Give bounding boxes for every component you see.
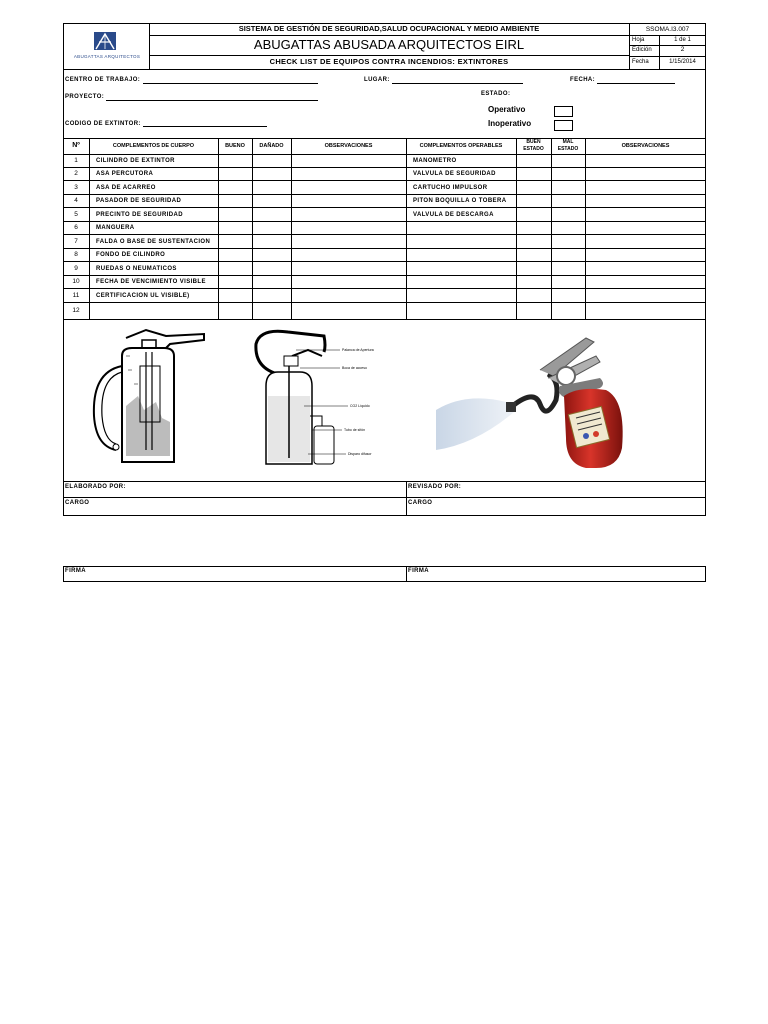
- hoja-label: Hoja: [632, 37, 645, 43]
- row-cuerpo: ASA DE ACARREO: [96, 185, 156, 191]
- row-operable: PITON BOQUILLA O TOBERA: [413, 198, 507, 204]
- row-number: 2: [74, 170, 78, 177]
- inoperativo-checkbox[interactable]: [554, 120, 573, 131]
- revisado-label: REVISADO POR:: [408, 484, 462, 490]
- row-number: 11: [72, 292, 80, 299]
- row-number: 12: [72, 307, 80, 314]
- red-extinguisher-illustration: [436, 328, 646, 472]
- row-operable: VALVULA DE SEGURIDAD: [413, 171, 496, 177]
- header-buen-estado-1: BUEN: [526, 139, 541, 145]
- signoff-box: [63, 481, 706, 516]
- codigo-field[interactable]: [143, 126, 267, 127]
- firma-label: FIRMA: [408, 568, 429, 574]
- extinguisher-cutaway-illustration: [86, 326, 208, 466]
- row-number: 10: [72, 278, 80, 285]
- row-cuerpo: FECHA DE VENCIMIENTO VISIBLE: [96, 279, 206, 285]
- co2-extinguisher-diagram: [248, 326, 398, 468]
- centro-label: CENTRO DE TRABAJO:: [65, 77, 141, 83]
- estado-label: ESTADO:: [481, 91, 511, 97]
- firma-box: [63, 566, 706, 582]
- centro-field[interactable]: [143, 83, 318, 84]
- header-cuerpo: COMPLEMENTOS DE CUERPO: [112, 143, 195, 149]
- diagram-label: Tubo de sifón: [344, 428, 366, 432]
- firma-label: FIRMA: [65, 568, 86, 574]
- lugar-label: LUGAR:: [364, 77, 390, 83]
- diagram-label: Disparo difusor: [348, 452, 372, 456]
- row-cuerpo: ASA PERCUTORA: [96, 171, 154, 177]
- row-number: 3: [74, 184, 78, 191]
- elaborado-label: ELABORADO POR:: [65, 484, 126, 490]
- cargo-label: CARGO: [65, 500, 90, 506]
- header-buen-estado-2: ESTADO: [523, 146, 544, 152]
- header-observaciones-1: OBSERVACIONES: [324, 143, 373, 149]
- header-bueno: BUENO: [225, 143, 245, 149]
- header-operables: COMPLEMENTOS OPERABLES: [419, 143, 503, 149]
- row-operable: MANOMETRO: [413, 158, 457, 164]
- fecha-value: 1/15/2014: [669, 59, 696, 65]
- proyecto-field[interactable]: [106, 100, 318, 101]
- system-title: SISTEMA DE GESTIÓN DE SEGURIDAD,SALUD OCUPACIONAL Y MEDIO AMBIENTE: [238, 24, 540, 33]
- row-number: 6: [74, 224, 78, 231]
- codigo-label: CODIGO DE EXTINTOR:: [65, 121, 141, 127]
- lugar-field[interactable]: [392, 83, 523, 84]
- row-operable: CARTUCHO IMPULSOR: [413, 185, 488, 191]
- diagram-label: Palanca de Apertura: [342, 348, 374, 352]
- fecha-form-label: FECHA:: [570, 77, 596, 83]
- diagram-label: CO2 Líquido: [350, 404, 370, 408]
- operativo-checkbox[interactable]: [554, 106, 573, 117]
- row-cuerpo: MANGUERA: [96, 225, 135, 231]
- row-cuerpo: PRECINTO DE SEGURIDAD: [96, 212, 183, 218]
- header-danado: DAÑADO: [259, 143, 284, 149]
- document-code: SSOMA.I3.007: [645, 26, 690, 33]
- logo-text: ABUGATTAS ARQUITECTOS: [73, 54, 141, 59]
- header-observaciones-2: OBSERVACIONES: [621, 143, 670, 149]
- hoja-value: 1 de 1: [674, 37, 691, 43]
- checklist-title: CHECK LIST DE EQUIPOS CONTRA INCENDIOS: EXTINTORES: [269, 57, 509, 66]
- fecha-field[interactable]: [597, 83, 675, 84]
- row-number: 5: [74, 211, 78, 218]
- row-number: 8: [74, 251, 78, 258]
- header-mal-estado-1: MAL: [562, 139, 574, 145]
- edicion-label: Edición: [632, 47, 652, 53]
- row-number: 1: [74, 157, 78, 164]
- company-logo: [90, 30, 120, 52]
- row-number: 4: [74, 197, 78, 204]
- header-mal-estado-2: ESTADO: [557, 146, 579, 152]
- header-num: Nº: [72, 142, 80, 149]
- row-cuerpo: RUEDAS O NEUMATICOS: [96, 266, 177, 272]
- company-title: ABUGATTAS ABUSADA ARQUITECTOS EIRL: [253, 37, 525, 52]
- row-number: 7: [74, 238, 78, 245]
- cargo-label: CARGO: [408, 500, 433, 506]
- row-number: 9: [74, 265, 78, 272]
- row-cuerpo: FALDA O BASE DE SUSTENTACION: [96, 239, 211, 245]
- diagram-label: Boca de acceso: [342, 366, 367, 370]
- proyecto-label: PROYECTO:: [65, 94, 105, 100]
- fecha-label: Fecha: [632, 59, 649, 65]
- row-operable: VALVULA DE DESCARGA: [413, 212, 494, 218]
- row-cuerpo: PASADOR DE SEGURIDAD: [96, 198, 182, 204]
- row-cuerpo: CERTIFICACION UL VISIBLE): [96, 293, 190, 299]
- row-cuerpo: FONDO DE CILINDRO: [96, 252, 166, 258]
- edicion-value: 2: [680, 46, 685, 53]
- operativo-label: Operativo: [488, 105, 526, 114]
- inoperativo-label: Inoperativo: [488, 119, 532, 128]
- row-cuerpo: CILINDRO DE EXTINTOR: [96, 158, 175, 164]
